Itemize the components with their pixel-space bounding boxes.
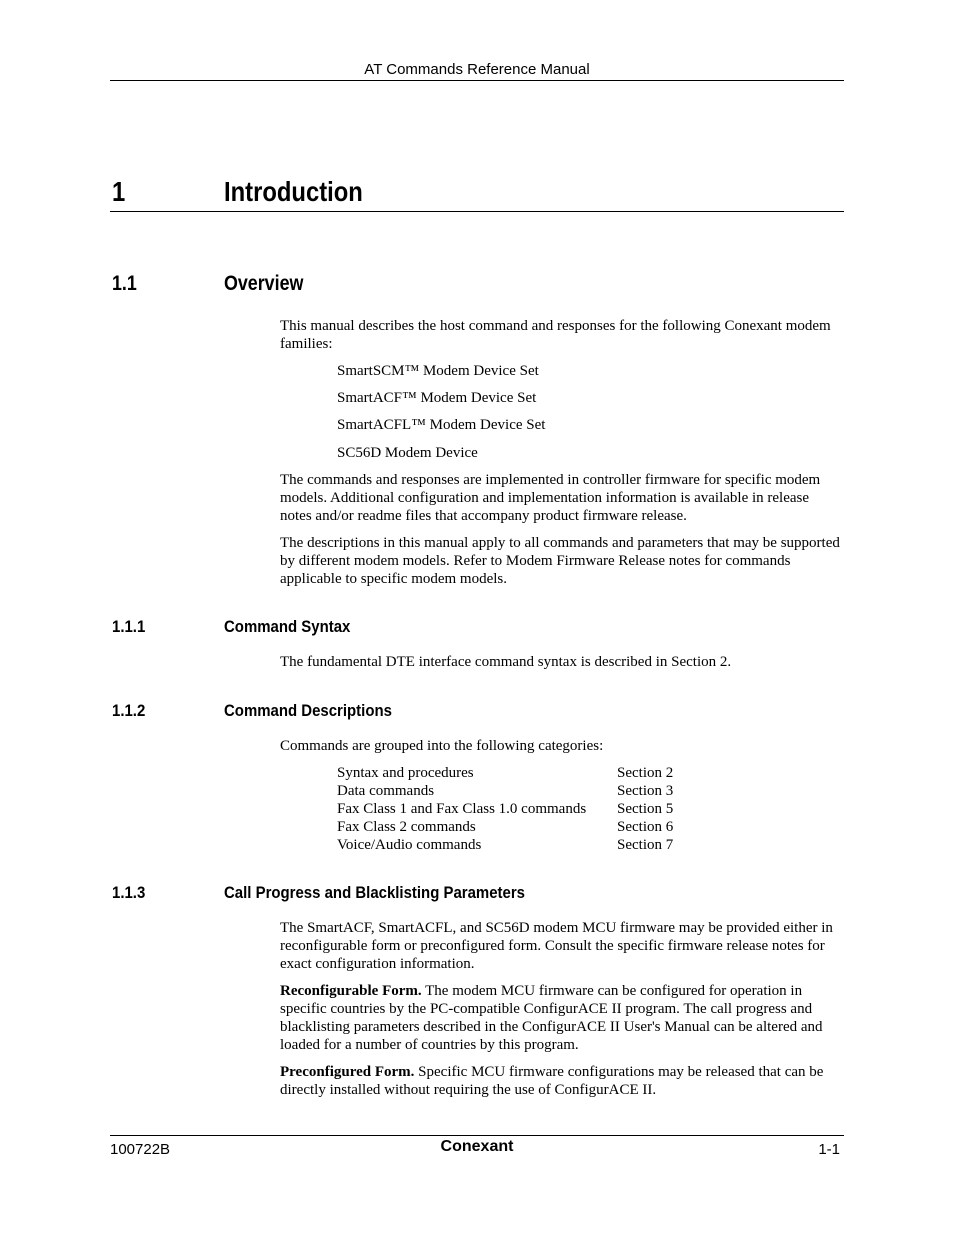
section-1-1-1-title: Command Syntax: [224, 617, 351, 636]
overview-intro: This manual describes the host command and responses for the following Conexant modem families:: [280, 318, 831, 352]
category-row: [337, 836, 737, 854]
preconfigured-text: Specific MCU firmware configurations may be released that can be directly installed without requiring the use of ConfigurACE II.: [280, 1064, 824, 1098]
category-name: Data commands: [337, 783, 435, 799]
section-1-1-1-number: 1.1.1: [112, 617, 146, 636]
category-row: [337, 800, 737, 818]
section-1-1-title: Overview: [224, 272, 304, 295]
category-name: Syntax and procedures: [337, 765, 474, 781]
header-rule: [110, 80, 844, 81]
category-section: Section 5: [617, 801, 674, 817]
category-name: Voice/Audio commands: [337, 837, 482, 853]
footer-company: Conexant: [440, 1138, 514, 1155]
reconfigurable-paragraph: [280, 982, 844, 1054]
footer-rule: [110, 1135, 844, 1136]
category-section: Section 3: [617, 783, 674, 799]
category-row: [337, 782, 737, 800]
category-name: Fax Class 1 and Fax Class 1.0 commands: [337, 801, 587, 817]
overview-paragraph-3: The descriptions in this manual apply to all commands and parameters that may be supported by different modem models. Refer to Modem Firmware Release notes for commands applicable to specific modem models.: [280, 535, 840, 587]
preconfigured-paragraph: [280, 1063, 844, 1099]
section-1-1-number: 1.1: [112, 272, 137, 295]
call-progress-paragraph-1: The SmartACF, SmartACFL, and SC56D modem MCU firmware may be provided either in reconfigurable form or preconfigured form. Consult the specific firmware release notes for exact configuration information.: [280, 920, 833, 972]
family-item: SC56D Modem Device: [337, 445, 478, 461]
command-syntax-text: The fundamental DTE interface command syntax is described in Section 2.: [280, 654, 732, 670]
footer-doc-number: 100722B: [110, 1141, 171, 1158]
category-name: Fax Class 2 commands: [337, 819, 476, 835]
categories-intro: Commands are grouped into the following categories:: [280, 738, 604, 754]
family-item: SmartSCM™ Modem Device Set: [337, 363, 539, 379]
category-section: Section 7: [617, 837, 674, 853]
family-item: SmartACFL™ Modem Device Set: [337, 417, 546, 433]
footer-page-number: 1-1: [818, 1141, 840, 1158]
category-section: Section 2: [617, 765, 674, 781]
overview-paragraph-2: The commands and responses are implemented in controller firmware for specific modem models. Additional configuration and implementation information is available in release notes and/or readme files that accompany product firmware release.: [280, 472, 821, 524]
section-1-1-3-number: 1.1.3: [112, 883, 146, 902]
category-row: [337, 764, 737, 782]
category-row: [337, 818, 737, 836]
section-1-1-2-number: 1.1.2: [112, 701, 146, 720]
section-1-1-2-title: Command Descriptions: [224, 701, 392, 720]
running-header: AT Commands Reference Manual: [364, 61, 590, 78]
family-item: SmartACF™ Modem Device Set: [337, 390, 537, 406]
chapter-rule: [110, 211, 844, 212]
reconfigurable-label: Reconfigurable Form.: [280, 983, 422, 999]
chapter-number: 1: [112, 176, 126, 207]
category-section: Section 6: [617, 819, 674, 835]
chapter-title: Introduction: [224, 176, 363, 207]
section-1-1-3-title: Call Progress and Blacklisting Parameters: [224, 883, 526, 902]
reconfigurable-text: The modem MCU firmware can be configured for operation in specific countries by the PC-compatible ConfigurACE II program. The call progress and blacklisting parameters described in the ConfigurACE II User's Manual can be altered and loaded for a number of countries by this program.: [280, 983, 823, 1053]
preconfigured-label: Preconfigured Form.: [280, 1064, 415, 1080]
